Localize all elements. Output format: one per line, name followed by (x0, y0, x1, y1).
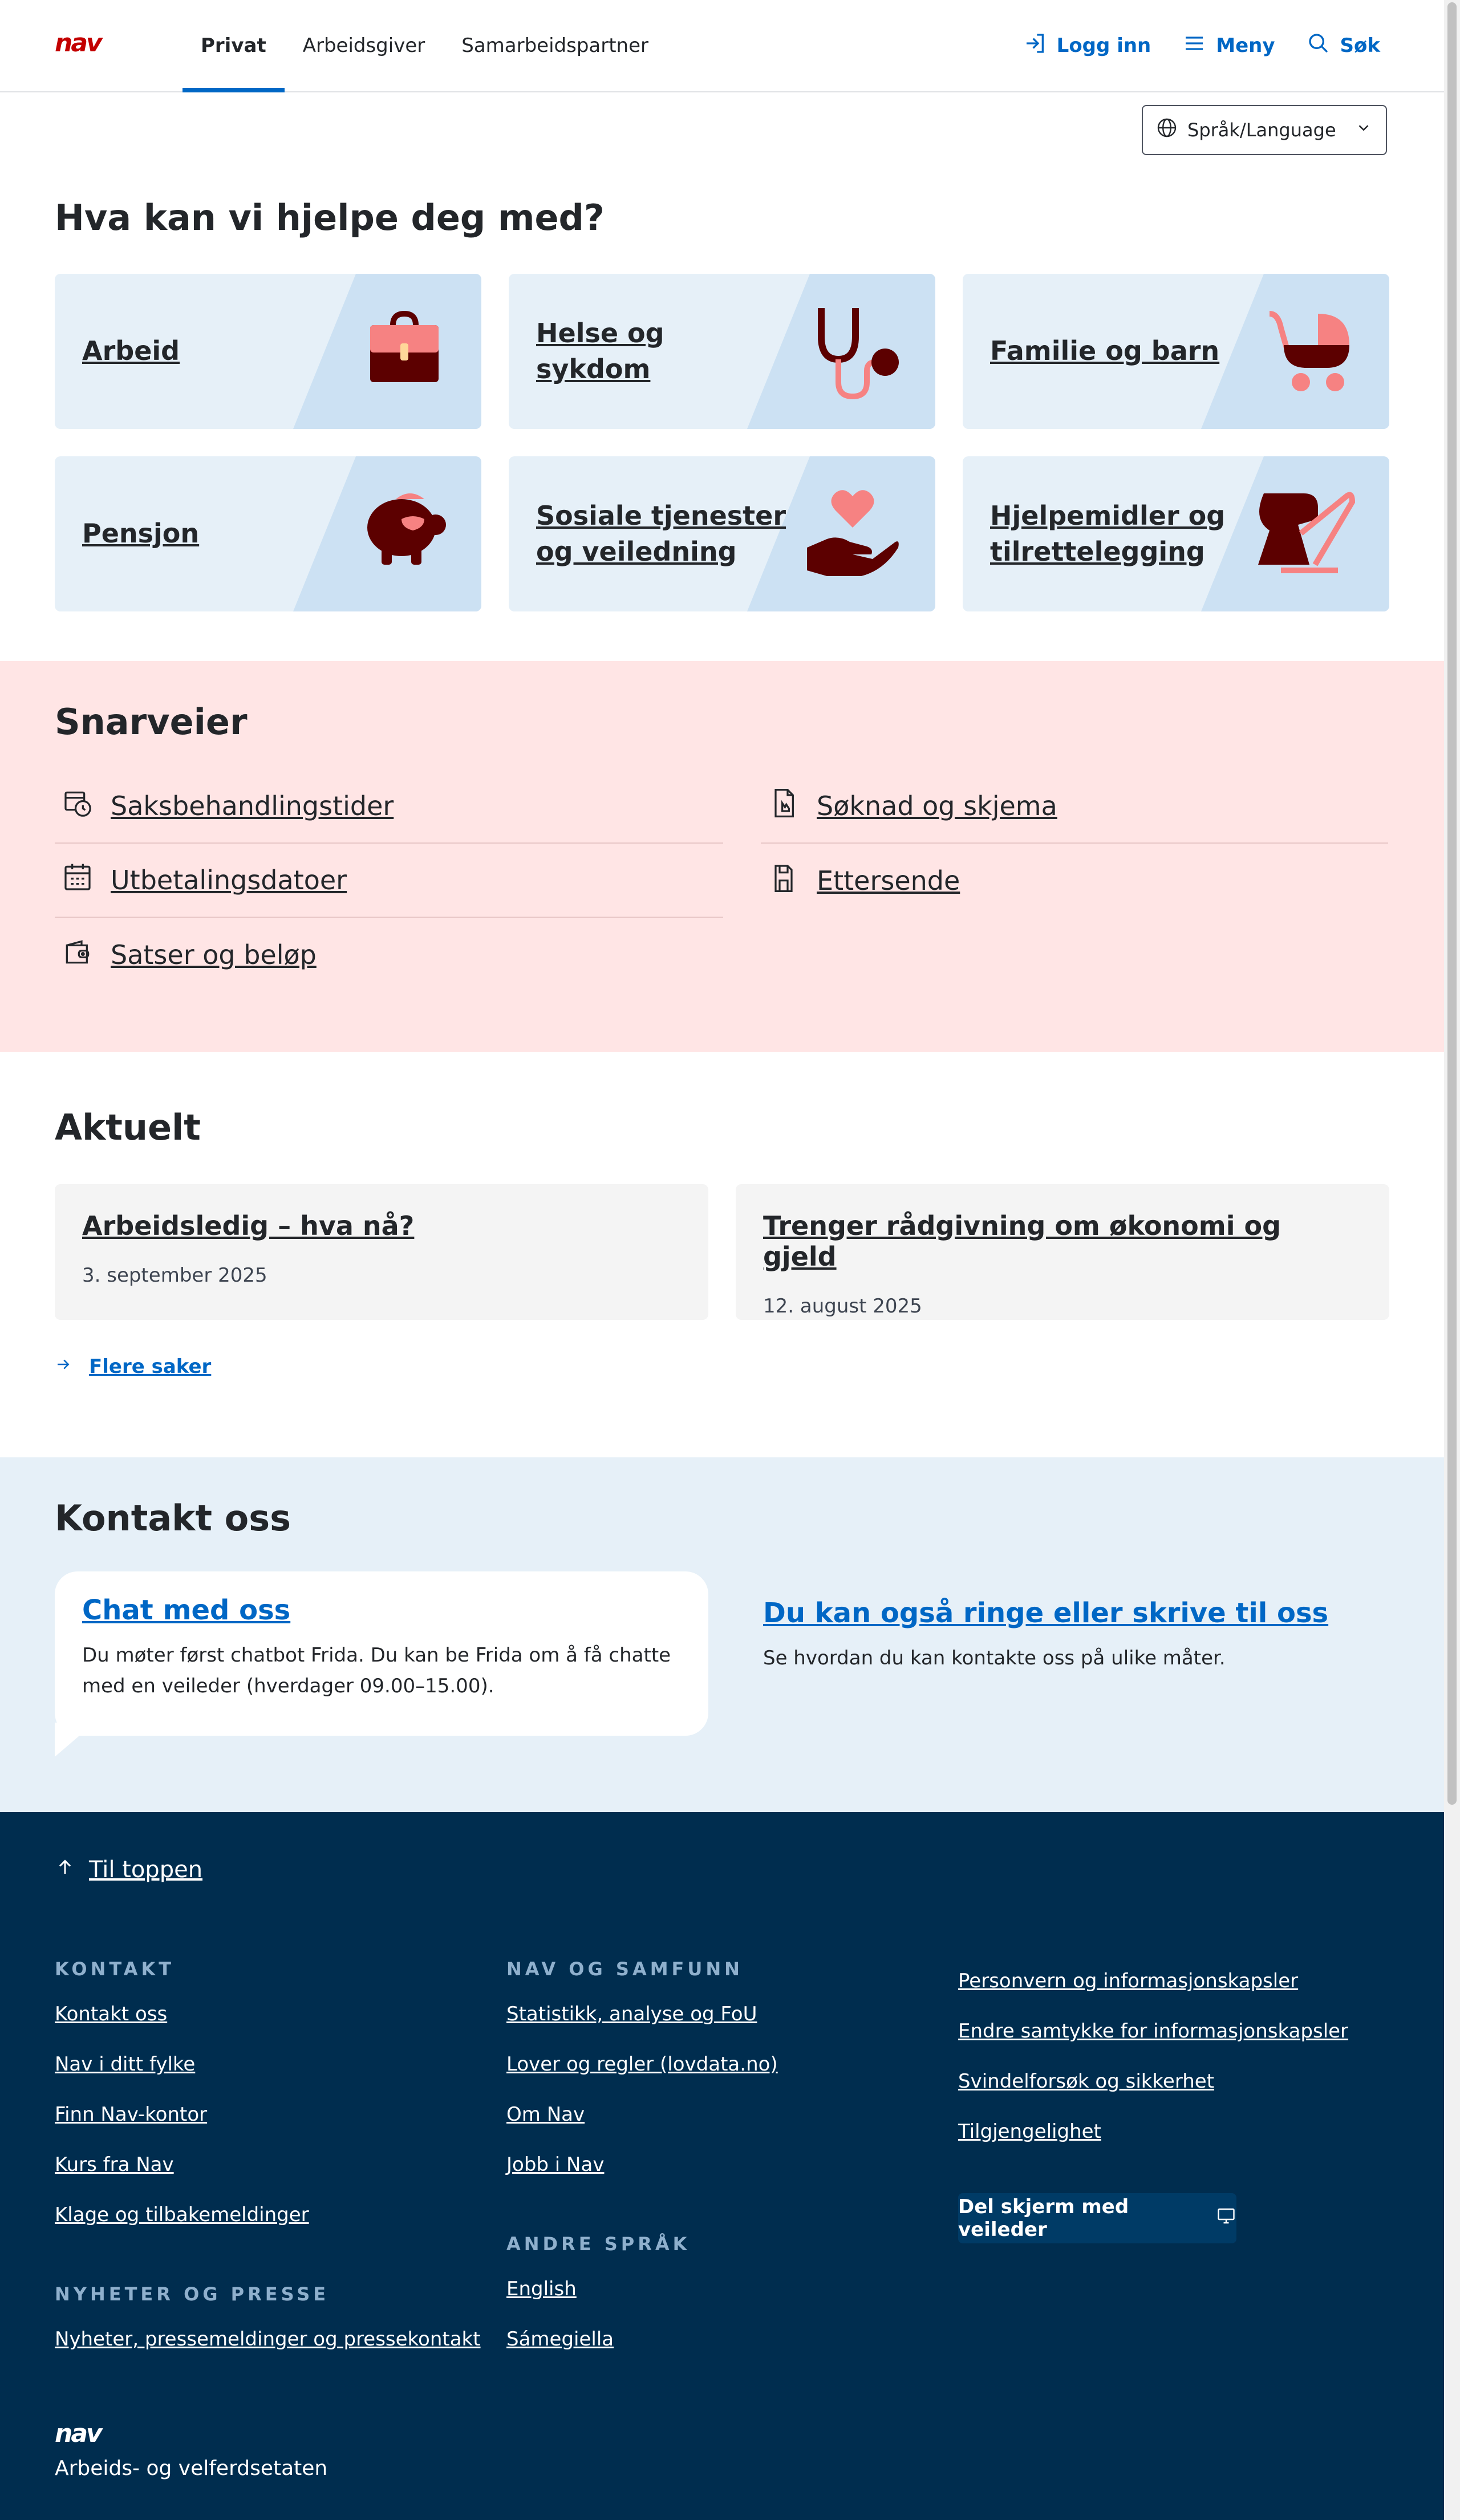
topic-card-label: Sosiale tjenester og veiledning (536, 500, 786, 567)
chat-box (55, 1571, 708, 1736)
shortcut-ettersende[interactable] (761, 844, 1388, 918)
footer-link[interactable]: Endre samtykke for informasjonskapsler (958, 2020, 1349, 2043)
footer-link[interactable]: Lover og regler (lovdata.no) (506, 2053, 778, 2076)
topic-card-label: Pensjon (82, 518, 200, 549)
calendar-icon (62, 861, 94, 900)
search-icon (1307, 32, 1330, 60)
chevron-down-icon (1355, 119, 1372, 141)
svg-text:nav: nav (55, 32, 101, 55)
shortcuts-title: Snarveier (55, 701, 248, 743)
chat-link[interactable]: Chat med oss (82, 1594, 291, 1626)
footer-nav-logo[interactable] (55, 2421, 129, 2449)
header-actions (1024, 0, 1380, 91)
language-selector[interactable] (1142, 105, 1387, 155)
footer-link[interactable]: English (506, 2278, 577, 2300)
globe-icon (1157, 118, 1177, 143)
assistive-device-icon (1247, 485, 1355, 578)
shortcuts-right-column (761, 769, 1388, 918)
phone-write-block (763, 1597, 1328, 1674)
news-card-title: Trenger rådgivning om økonomi og gjeld (763, 1210, 1281, 1272)
topic-card-familie[interactable] (963, 274, 1389, 429)
footer-link[interactable]: Tilgjengelighet (958, 2120, 1101, 2143)
shortcut-label: Ettersende (817, 865, 960, 896)
clock-calendar-icon (62, 787, 94, 825)
topic-card-label: Familie og barn (990, 335, 1220, 367)
arrow-right-icon (55, 1355, 72, 1378)
contact-section (0, 1457, 1444, 1812)
stethoscope-icon (810, 302, 901, 407)
form-document-icon (768, 787, 800, 825)
contact-title: Kontakt oss (55, 1497, 291, 1539)
heart-hand-icon (804, 485, 901, 584)
footer-link[interactable]: Finn Nav-kontor (55, 2103, 208, 2126)
topic-card-pensjon[interactable] (55, 456, 481, 611)
search-button[interactable] (1307, 32, 1380, 60)
footer-link[interactable]: Statistikk, analyse og FoU (506, 2003, 757, 2025)
chat-bubble-tail (55, 1723, 95, 1763)
share-screen-button[interactable] (958, 2193, 1236, 2243)
shortcut-utbetalingsdatoer[interactable] (55, 844, 723, 918)
chat-description: Du møter først chatbot Frida. Du kan be Frida om å få chatte med en veileder (hverdager 09.00–15.00). (82, 1644, 671, 1698)
menu-label: Meny (1216, 34, 1275, 57)
to-top-link[interactable] (55, 1857, 202, 1883)
login-label: Logg inn (1056, 34, 1151, 57)
svg-text:nav: nav (55, 2421, 101, 2446)
site-footer (0, 1812, 1444, 2520)
footer-heading-society: NAV OG SAMFUNN (506, 1958, 743, 1980)
site-header (0, 0, 1444, 92)
footer-link[interactable]: Om Nav (506, 2103, 585, 2126)
to-top-label: Til toppen (89, 1857, 203, 1883)
help-title: Hva kan vi hjelpe deg med? (55, 197, 605, 238)
news-list (55, 1184, 1389, 1320)
news-card-date: 3. september 2025 (82, 1264, 267, 1287)
footer-column-society (506, 1958, 778, 2378)
topic-card-label: Hjelpemidler og tilrettelegging (990, 500, 1226, 567)
footer-link[interactable]: Sámegiella (506, 2328, 614, 2351)
audience-tabs (182, 0, 667, 91)
topic-card-hjelpemidler[interactable] (963, 456, 1389, 611)
tab-arbeidsgiver[interactable]: Arbeidsgiver (302, 34, 425, 57)
shortcut-label: Søknad og skjema (817, 791, 1057, 821)
monitor-icon (1216, 2206, 1236, 2231)
topic-card-label: Helse og sykdom (536, 317, 664, 384)
footer-heading-languages: ANDRE SPRÅK (506, 2233, 691, 2255)
footer-link[interactable]: Personvern og informasjonskapsler (958, 1970, 1299, 1992)
login-icon (1024, 32, 1047, 60)
scrollbar-thumb[interactable] (1447, 2, 1457, 1805)
language-label: Språk/Language (1187, 119, 1336, 141)
footer-heading-contact: KONTAKT (55, 1958, 175, 1980)
news-card[interactable] (736, 1184, 1389, 1320)
login-button[interactable] (1024, 32, 1151, 60)
footer-link[interactable]: Jobb i Nav (506, 2153, 605, 2176)
tab-privat[interactable]: Privat (182, 0, 285, 91)
footer-link[interactable]: Nav i ditt fylke (55, 2053, 196, 2076)
footer-heading-press: NYHETER OG PRESSE (55, 2283, 330, 2305)
news-card[interactable] (55, 1184, 708, 1320)
footer-link[interactable]: Kurs fra Nav (55, 2153, 174, 2176)
wallet-icon (62, 936, 94, 974)
shortcut-label: Utbetalingsdatoer (111, 865, 347, 896)
shortcut-label: Saksbehandlingstider (111, 791, 394, 821)
topic-cards (55, 274, 1389, 611)
footer-link[interactable]: Svindelforsøk og sikkerhet (958, 2070, 1215, 2093)
share-screen-label: Del skjerm med veileder (958, 2195, 1129, 2241)
shortcuts-left-column (55, 769, 723, 992)
phone-write-description: Se hvordan du kan kontakte oss på ulike måter. (763, 1647, 1226, 1670)
stroller-icon (1264, 302, 1355, 396)
upload-document-icon (768, 862, 800, 900)
scrollbar[interactable] (1444, 0, 1460, 2520)
news-card-date: 12. august 2025 (763, 1295, 922, 1318)
arrow-up-icon (55, 1857, 75, 1883)
news-card-title: Arbeidsledig – hva nå? (82, 1210, 415, 1241)
more-news-link[interactable] (55, 1355, 211, 1378)
menu-icon (1183, 32, 1206, 60)
shortcuts-section (0, 661, 1444, 1052)
search-label: Søk (1340, 34, 1380, 57)
footer-link[interactable]: Klage og tilbakemeldinger (55, 2203, 309, 2226)
footer-column-other (958, 1970, 1348, 2243)
topic-card-arbeid[interactable] (55, 274, 481, 429)
nav-logo[interactable] (55, 32, 129, 57)
topic-card-label: Arbeid (82, 335, 180, 367)
footer-org-name: Arbeids- og velferdsetaten (55, 2457, 328, 2480)
shortcut-satser[interactable] (55, 918, 723, 992)
phone-write-link[interactable]: Du kan også ringe eller skrive til oss (763, 1597, 1329, 1629)
footer-link[interactable]: Kontakt oss (55, 2003, 168, 2025)
news-title: Aktuelt (55, 1107, 201, 1148)
briefcase-icon (362, 302, 447, 390)
more-news-label: Flere saker (89, 1355, 212, 1378)
shortcut-soknad[interactable] (761, 769, 1388, 844)
shortcut-saksbehandlingstider[interactable] (55, 769, 723, 844)
footer-link[interactable]: Nyheter, pressemeldinger og pressekontakt (55, 2328, 481, 2351)
menu-button[interactable] (1183, 32, 1275, 60)
footer-column-contact (55, 1958, 481, 2378)
topic-card-helse[interactable] (509, 274, 935, 429)
piggy-bank-icon (356, 485, 447, 573)
shortcut-label: Satser og beløp (111, 939, 317, 970)
tab-samarbeidspartner[interactable]: Samarbeidspartner (461, 34, 648, 57)
topic-card-sosiale[interactable] (509, 456, 935, 611)
